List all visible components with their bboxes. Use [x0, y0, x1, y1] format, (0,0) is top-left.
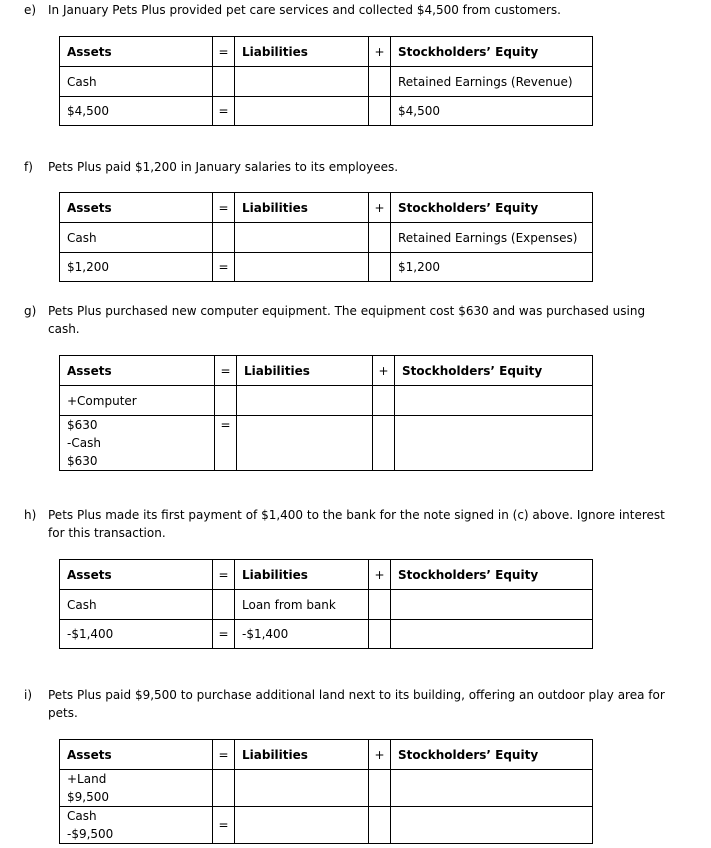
- question-text: Pets Plus paid $1,200 in January salaries to its employees.: [48, 160, 399, 174]
- equals-sign: =: [213, 560, 235, 590]
- op-cell: [213, 590, 235, 620]
- equity-cell: [391, 620, 593, 649]
- op-cell: [213, 67, 235, 97]
- header-equity: Stockholders’ Equity: [391, 193, 593, 223]
- op-cell: [373, 386, 395, 416]
- liabilities-cell: [235, 67, 369, 97]
- plus-sign: +: [373, 356, 395, 386]
- question-text: Pets Plus made its first payment of $1,400 to the bank for the note signed in (c) above. Ignore interest for this transaction.: [48, 508, 665, 540]
- equity-cell: [395, 416, 593, 471]
- assets-cell: $4,500: [60, 97, 213, 126]
- op-cell: [369, 253, 391, 282]
- question-text: In January Pets Plus provided pet care services and collected $4,500 from customers.: [48, 3, 561, 17]
- header-assets: Assets: [60, 740, 213, 770]
- equals-sign: =: [213, 807, 235, 844]
- liabilities-cell: [235, 807, 369, 844]
- assets-cell: Cash: [60, 223, 213, 253]
- equals-sign: =: [213, 253, 235, 282]
- header-equity: Stockholders’ Equity: [391, 740, 593, 770]
- assets-line: +Land: [67, 772, 107, 786]
- equation-table-f: [59, 192, 593, 282]
- assets-line: -$9,500: [67, 827, 114, 841]
- header-equity: Stockholders’ Equity: [391, 37, 593, 67]
- equity-cell: [395, 386, 593, 416]
- op-cell: [369, 620, 391, 649]
- equation-table-e: [59, 36, 593, 126]
- equals-sign: =: [213, 193, 235, 223]
- header-liabilities: Liabilities: [235, 37, 369, 67]
- op-cell: [213, 770, 235, 807]
- question-text: Pets Plus purchased new computer equipment. The equipment cost $630 and was purchased using cash.: [48, 304, 646, 336]
- question-label: f): [24, 160, 33, 174]
- question-label: i): [24, 688, 33, 702]
- liabilities-cell: Loan from bank: [235, 590, 369, 620]
- assets-cell: $1,200: [60, 253, 213, 282]
- assets-line: -Cash: [67, 436, 101, 450]
- plus-sign: +: [369, 740, 391, 770]
- op-cell: [369, 223, 391, 253]
- equals-sign: =: [215, 416, 237, 471]
- equation-table-i: [59, 739, 593, 844]
- op-cell: [213, 223, 235, 253]
- question-label: e): [24, 3, 37, 17]
- op-cell: [373, 416, 395, 471]
- liabilities-cell: [237, 416, 373, 471]
- equity-cell: [391, 807, 593, 844]
- header-assets: Assets: [60, 37, 213, 67]
- op-cell: [369, 590, 391, 620]
- equation-table-h: [59, 559, 593, 649]
- liabilities-cell: [237, 386, 373, 416]
- equals-sign: =: [213, 740, 235, 770]
- assets-cell: [60, 807, 213, 844]
- assets-line: Cash: [67, 809, 97, 823]
- assets-cell: Cash: [60, 590, 213, 620]
- header-assets: Assets: [60, 356, 215, 386]
- assets-cell: [60, 416, 215, 471]
- header-equity: Stockholders’ Equity: [391, 560, 593, 590]
- equity-cell: Retained Earnings (Expenses): [391, 223, 593, 253]
- op-cell: [369, 67, 391, 97]
- liabilities-cell: [235, 770, 369, 807]
- plus-sign: +: [369, 560, 391, 590]
- equation-table-g: [59, 355, 593, 471]
- assets-cell: [60, 770, 213, 807]
- assets-cell: -$1,400: [60, 620, 213, 649]
- header-liabilities: Liabilities: [235, 193, 369, 223]
- plus-sign: +: [369, 37, 391, 67]
- equity-cell: $4,500: [391, 97, 593, 126]
- header-liabilities: Liabilities: [235, 740, 369, 770]
- op-cell: [369, 770, 391, 807]
- header-equity: Stockholders’ Equity: [395, 356, 593, 386]
- plus-sign: +: [369, 193, 391, 223]
- liabilities-cell: [235, 253, 369, 282]
- equity-cell: [391, 590, 593, 620]
- equals-sign: =: [213, 620, 235, 649]
- liabilities-cell: [235, 223, 369, 253]
- equals-sign: =: [213, 97, 235, 126]
- question-text: Pets Plus paid $9,500 to purchase additional land next to its building, offering an outdoor play area for pets.: [48, 688, 665, 720]
- assets-cell: +Computer: [60, 386, 215, 416]
- header-assets: Assets: [60, 193, 213, 223]
- header-liabilities: Liabilities: [237, 356, 373, 386]
- question-label: h): [24, 508, 37, 522]
- op-cell: [369, 97, 391, 126]
- equity-cell: $1,200: [391, 253, 593, 282]
- liabilities-cell: [235, 97, 369, 126]
- equity-cell: [391, 770, 593, 807]
- op-cell: [369, 807, 391, 844]
- question-label: g): [24, 304, 37, 318]
- liabilities-cell: -$1,400: [235, 620, 369, 649]
- header-liabilities: Liabilities: [235, 560, 369, 590]
- assets-line: $630: [67, 418, 98, 432]
- equals-sign: =: [215, 356, 237, 386]
- equals-sign: =: [213, 37, 235, 67]
- header-assets: Assets: [60, 560, 213, 590]
- equity-cell: Retained Earnings (Revenue): [391, 67, 593, 97]
- assets-line: $9,500: [67, 790, 109, 804]
- assets-cell: Cash: [60, 67, 213, 97]
- op-cell: [215, 386, 237, 416]
- assets-line: $630: [67, 454, 98, 468]
